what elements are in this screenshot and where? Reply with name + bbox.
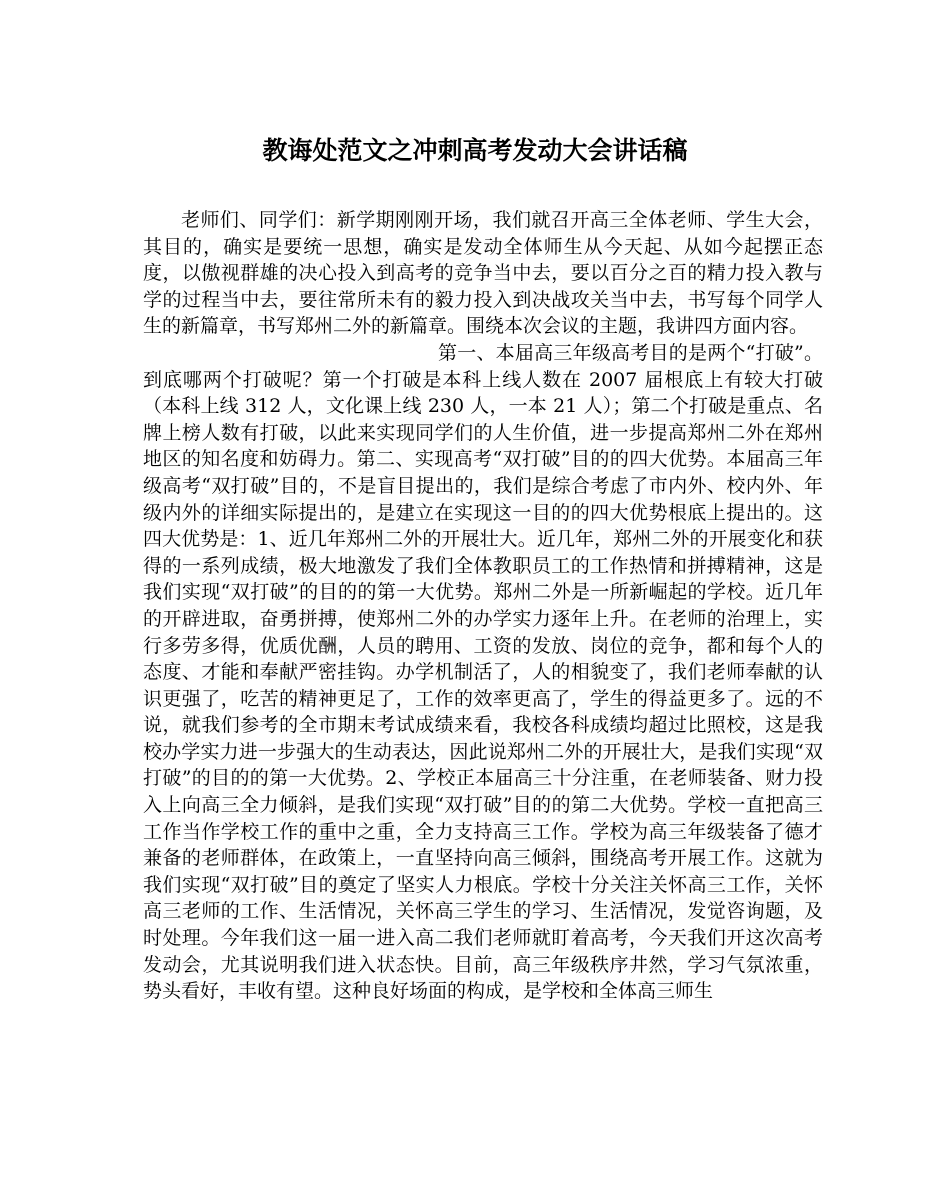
document-title: 教诲处范文之冲刺高考发动大会讲话稿: [262, 136, 688, 165]
paragraph-main: 第一、本届高三年级高考目的是两个“打破”。到底哪两个打破呢？第一个打破是本科上线人数在 2007 届根底上有较大打破（本科上线 312 人，文化课上线 230 人，一本 21 人）；第二个打破是重点、名牌上榜人数有打破，以此来实现同学们的人生价值，进一步提高郑州二外在郑州地区的知名度和妨碍力。第二、实现高考“双打破”目的的四大优势。本届高三年级高考“双打破”目的，不是盲目提出的，我们是综合考虑了市内外、校内外、年级内外的详细实际提出的，是建立在实现这一目的的四大优势根底上提出的。这四大优势是：1、近几年郑州二外的开展壮大。近几年，郑州二外的开展变化和获得的一系列成绩，极大地激发了我们全体教职员工的工作热情和拼搏精神，这是我们实现“双打破”的目的的第一大优势。郑州二外是一所新崛起的学校。近几年的开辟进取，奋勇拼搏，使郑州二外的办学实力逐年上升。在老师的治理上，实行多劳多得，优质优酬，人员的聘用、工资的发放、岗位的竞争，都和每个人的态度、才能和奉献严密挂钩。办学机制活了，人的相貌变了，我们老师奉献的认识更强了，吃苦的精神更足了，工作的效率更高了，学生的得益更多了。远的不说，就我们参考的全市期末考试成绩来看，我校各科成绩均超过比照校，这是我校办学实力进一步强大的生动表达，因此说郑州二外的开展壮大，是我们实现“双打破”的目的的第一大优势。2、学校正本届高三十分注重，在老师装备、财力投入上向高三全力倾斜，是我们实现“双打破”目的的第二大优势。学校一直把高三工作当作学校工作的重中之重，全力支持高三工作。学校为高三年级装备了德才兼备的老师群体，在政策上，一直坚持向高三倾斜，围绕高考开展工作。这就为我们实现“双打破”目的奠定了坚实人力根底。学校十分关注关怀高三工作，关怀高三老师的工作、生活情况，关怀高三学生的学习、生活情况，发觉咨询题，及时处理。今年我们这一届一进入高二我们老师就盯着高考，今天我们开这次高考发动会，尤其说明我们进入状态快。目前，高三年级秩序井然，学习气氛浓重，势头看好，丰收有望。这种良好场面的构成，是学校和全体高三师生: [143, 341, 823, 1003]
document-body: [143, 207, 823, 1005]
paragraph-opening: 老师们、同学们：新学期刚刚开场，我们就召开高三全体老师、学生大会，其目的，确实是要统一思想，确实是发动全体师生从今天起、从如今起摆正态度，以傲视群雄的决心投入到高考的竞争当中去，要以百分之百的精力投入教与学的过程当中去，要往常所未有的毅力投入到决战攻关当中去，书写每个同学人生的新篇章，书写郑州二外的新篇章。围绕本次会议的主题，我讲四方面内容。: [143, 209, 823, 338]
